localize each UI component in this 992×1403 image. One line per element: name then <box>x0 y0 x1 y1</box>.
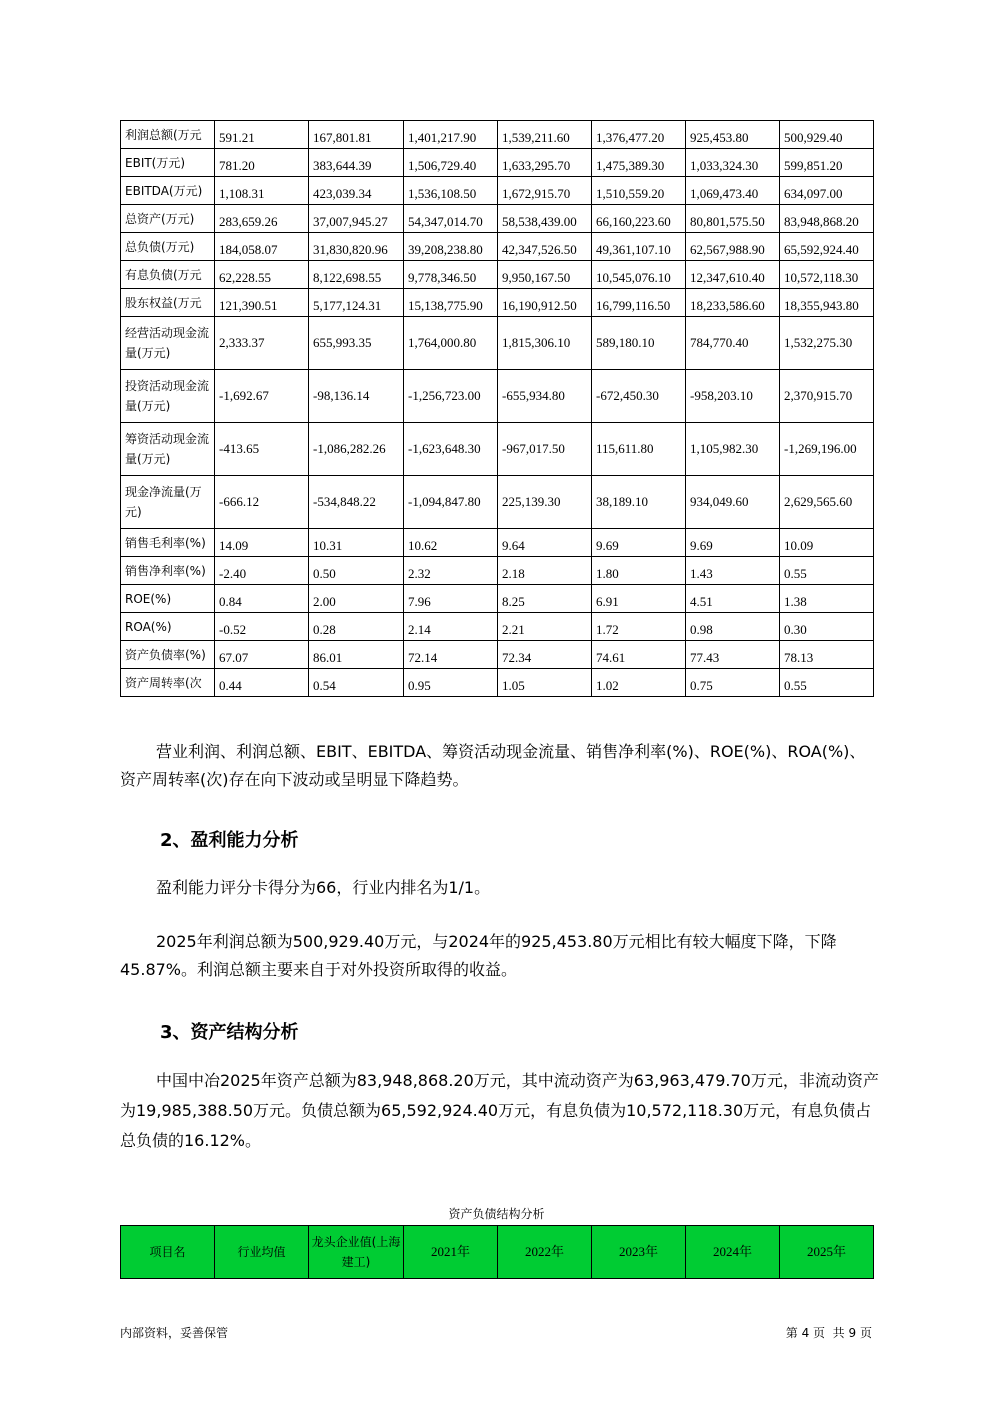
table-cell: -672,450.30 <box>592 370 686 423</box>
table-cell: 62,567,988.90 <box>686 233 780 261</box>
table-row <box>121 261 874 289</box>
table-cell: 0.28 <box>309 613 404 641</box>
table-cell: 781.20 <box>215 149 309 177</box>
table-cell: 0.95 <box>404 669 498 697</box>
table-cell: 423,039.34 <box>309 177 404 205</box>
table-cell: 2,333.37 <box>215 317 309 370</box>
table-cell: 1,401,217.90 <box>404 121 498 149</box>
table-cell: 4.51 <box>686 585 780 613</box>
table-cell: 599,851.20 <box>780 149 874 177</box>
table-row <box>121 121 874 149</box>
table-cell: 500,929.40 <box>780 121 874 149</box>
header-cell-item: 项目名 <box>121 1226 215 1279</box>
table-cell: 1,105,982.30 <box>686 423 780 476</box>
table-row <box>121 149 874 177</box>
table-cell: 1.72 <box>592 613 686 641</box>
row-label: 股东权益(万元 <box>121 289 215 317</box>
header-cell-2023: 2023年 <box>592 1226 686 1279</box>
table-cell: 2.32 <box>404 557 498 585</box>
table-row <box>121 529 874 557</box>
table-cell: 0.54 <box>309 669 404 697</box>
row-label: EBIT(万元) <box>121 149 215 177</box>
header-cell-2025: 2025年 <box>780 1226 874 1279</box>
table-cell: 1,033,324.30 <box>686 149 780 177</box>
page-mid: 页 共 <box>813 1326 845 1340</box>
table-cell: 74.61 <box>592 641 686 669</box>
table-row <box>121 423 874 476</box>
table-cell: 67.07 <box>215 641 309 669</box>
current-page: 4 <box>801 1326 810 1340</box>
table-cell: -2.40 <box>215 557 309 585</box>
table-cell: 12,347,610.40 <box>686 261 780 289</box>
row-label: 有息负债(万元 <box>121 261 215 289</box>
balance-structure-table <box>120 1225 874 1279</box>
table-cell: 37,007,945.27 <box>309 205 404 233</box>
header-cell-2024: 2024年 <box>686 1226 780 1279</box>
table-row <box>121 289 874 317</box>
footer-page-number <box>786 1324 872 1341</box>
table-cell: 383,644.39 <box>309 149 404 177</box>
table-cell: 0.55 <box>780 557 874 585</box>
table-cell: 10.31 <box>309 529 404 557</box>
table-cell: 655,993.35 <box>309 317 404 370</box>
table-cell: 16,799,116.50 <box>592 289 686 317</box>
table-cell: 9.69 <box>592 529 686 557</box>
table-cell: 16,190,912.50 <box>498 289 592 317</box>
table-cell: 78.13 <box>780 641 874 669</box>
table-cell: -1,692.67 <box>215 370 309 423</box>
table-row <box>121 317 874 370</box>
table-cell: 1,532,275.30 <box>780 317 874 370</box>
table-row <box>121 557 874 585</box>
table-cell: 1,376,477.20 <box>592 121 686 149</box>
row-label: 经营活动现金流量(万元) <box>121 317 215 370</box>
table-cell: 10.62 <box>404 529 498 557</box>
table-row <box>121 205 874 233</box>
table-cell: 1.38 <box>780 585 874 613</box>
table-cell: 1,510,559.20 <box>592 177 686 205</box>
table-cell: 9,778,346.50 <box>404 261 498 289</box>
table-row <box>121 669 874 697</box>
heading-profitability: 2、盈利能力分析 <box>160 830 299 851</box>
profit-detail-paragraph: 2025年利润总额为500,929.40万元，与2024年的925,453.80万元相比有较大幅度下降，下降45.87%。利润总额主要来自于对外投资所取得的收益。 <box>120 932 837 979</box>
table-row <box>121 370 874 423</box>
financial-indicator-table <box>120 120 874 697</box>
table-cell: 72.34 <box>498 641 592 669</box>
table-cell: 39,208,238.80 <box>404 233 498 261</box>
trend-paragraph: 营业利润、利润总额、EBIT、EBITDA、筹资活动现金流量、销售净利率(%)、ROE(%)、ROA(%)、资产周转率(次)存在向下波动或呈明显下降趋势。 <box>120 742 866 789</box>
row-label: 销售净利率(%) <box>121 557 215 585</box>
row-label: ROE(%) <box>121 585 215 613</box>
table-cell: 1.43 <box>686 557 780 585</box>
table-cell: -1,623,648.30 <box>404 423 498 476</box>
table-cell: 10.09 <box>780 529 874 557</box>
table-row <box>121 233 874 261</box>
row-label: 资产周转率(次 <box>121 669 215 697</box>
table-cell: 1.02 <box>592 669 686 697</box>
table-row <box>121 585 874 613</box>
table-cell: 283,659.26 <box>215 205 309 233</box>
table-cell: -958,203.10 <box>686 370 780 423</box>
financial-table-body <box>121 121 874 697</box>
table-cell: 0.84 <box>215 585 309 613</box>
table-cell: 121,390.51 <box>215 289 309 317</box>
balance-table-caption: 资产负债结构分析 <box>448 1207 545 1221</box>
table-cell: 49,361,107.10 <box>592 233 686 261</box>
table-cell: 9,950,167.50 <box>498 261 592 289</box>
table-cell: 1.05 <box>498 669 592 697</box>
row-label: 销售毛利率(%) <box>121 529 215 557</box>
table-cell: 1,108.31 <box>215 177 309 205</box>
table-cell: 18,233,586.60 <box>686 289 780 317</box>
table-cell: 10,572,118.30 <box>780 261 874 289</box>
table-cell: 1,506,729.40 <box>404 149 498 177</box>
table-cell: 38,189.10 <box>592 476 686 529</box>
table-cell: 1.80 <box>592 557 686 585</box>
table-cell: 934,049.60 <box>686 476 780 529</box>
table-cell: 62,228.55 <box>215 261 309 289</box>
table-cell: -98,136.14 <box>309 370 404 423</box>
table-cell: 8,122,698.55 <box>309 261 404 289</box>
page-prefix: 第 <box>785 1326 798 1340</box>
row-label: EBITDA(万元) <box>121 177 215 205</box>
row-label: 筹资活动现金流量(万元) <box>121 423 215 476</box>
table-cell: -1,094,847.80 <box>404 476 498 529</box>
table-cell: 115,611.80 <box>592 423 686 476</box>
table-cell: -534,848.22 <box>309 476 404 529</box>
table-cell: 2,370,915.70 <box>780 370 874 423</box>
table-cell: 6.91 <box>592 585 686 613</box>
table-cell: 58,538,439.00 <box>498 205 592 233</box>
table-cell: 77.43 <box>686 641 780 669</box>
table-cell: 1,069,473.40 <box>686 177 780 205</box>
table-cell: -1,269,196.00 <box>780 423 874 476</box>
table-cell: 0.55 <box>780 669 874 697</box>
table-cell: 15,138,775.90 <box>404 289 498 317</box>
table-cell: 54,347,014.70 <box>404 205 498 233</box>
table-cell: -413.65 <box>215 423 309 476</box>
table-row <box>121 177 874 205</box>
table-cell: 2.21 <box>498 613 592 641</box>
header-cell-leader-value: 龙头企业值(上海建工) <box>309 1226 404 1279</box>
table-cell: 1,633,295.70 <box>498 149 592 177</box>
table-cell: 9.64 <box>498 529 592 557</box>
table-cell: 1,536,108.50 <box>404 177 498 205</box>
table-cell: 634,097.00 <box>780 177 874 205</box>
row-label: 利润总额(万元 <box>121 121 215 149</box>
table-cell: 18,355,943.80 <box>780 289 874 317</box>
header-cell-2022: 2022年 <box>498 1226 592 1279</box>
table-cell: 72.14 <box>404 641 498 669</box>
table-cell: -1,086,282.26 <box>309 423 404 476</box>
heading-asset-structure: 3、资产结构分析 <box>160 1022 299 1043</box>
table-cell: 66,160,223.60 <box>592 205 686 233</box>
table-cell: 1,539,211.60 <box>498 121 592 149</box>
table-cell: 83,948,868.20 <box>780 205 874 233</box>
table-cell: 589,180.10 <box>592 317 686 370</box>
table-cell: 225,139.30 <box>498 476 592 529</box>
table-cell: -1,256,723.00 <box>404 370 498 423</box>
table-cell: 7.96 <box>404 585 498 613</box>
table-cell: 167,801.81 <box>309 121 404 149</box>
profit-score-paragraph: 盈利能力评分卡得分为66，行业内排名为1/1。 <box>156 878 491 897</box>
table-cell: 10,545,076.10 <box>592 261 686 289</box>
table-row <box>121 613 874 641</box>
table-cell: 2,629,565.60 <box>780 476 874 529</box>
row-label: 投资活动现金流量(万元) <box>121 370 215 423</box>
table-cell: 9.69 <box>686 529 780 557</box>
table-cell: 2.14 <box>404 613 498 641</box>
total-pages: 9 <box>848 1326 857 1340</box>
table-cell: 5,177,124.31 <box>309 289 404 317</box>
table-cell: 42,347,526.50 <box>498 233 592 261</box>
header-cell-industry-average: 行业均值 <box>215 1226 309 1279</box>
table-cell: 184,058.07 <box>215 233 309 261</box>
row-label: 总资产(万元) <box>121 205 215 233</box>
table-cell: 925,453.80 <box>686 121 780 149</box>
table-cell: 1,764,000.80 <box>404 317 498 370</box>
table-cell: 0.44 <box>215 669 309 697</box>
table-cell: 784,770.40 <box>686 317 780 370</box>
row-label: 总负债(万元) <box>121 233 215 261</box>
footer-confidential-note: 内部资料，妥善保管 <box>120 1326 229 1340</box>
table-cell: 1,475,389.30 <box>592 149 686 177</box>
table-cell: 2.18 <box>498 557 592 585</box>
table-cell: -0.52 <box>215 613 309 641</box>
table-cell: 80,801,575.50 <box>686 205 780 233</box>
row-label: 资产负债率(%) <box>121 641 215 669</box>
table-row <box>121 476 874 529</box>
table-cell: 86.01 <box>309 641 404 669</box>
table-cell: 0.50 <box>309 557 404 585</box>
table-cell: 0.75 <box>686 669 780 697</box>
table-cell: 2.00 <box>309 585 404 613</box>
table-row <box>121 641 874 669</box>
table-cell: 1,815,306.10 <box>498 317 592 370</box>
table-cell: 591.21 <box>215 121 309 149</box>
table-cell: 1,672,915.70 <box>498 177 592 205</box>
table-cell: 14.09 <box>215 529 309 557</box>
table-cell: 8.25 <box>498 585 592 613</box>
asset-detail-paragraph: 中国中冶2025年资产总额为83,948,868.20万元，其中流动资产为63,963,479.70万元，非流动资产为19,985,388.50万元。负债总额为65,592,924.40万元，有息负债为10,572,118.30万元，有息负债占总负债的16.12%。 <box>120 1071 879 1150</box>
table-cell: 0.30 <box>780 613 874 641</box>
header-cell-2021: 2021年 <box>404 1226 498 1279</box>
table-cell: -655,934.80 <box>498 370 592 423</box>
table-cell: -666.12 <box>215 476 309 529</box>
row-label: 现金净流量(万元) <box>121 476 215 529</box>
table-cell: -967,017.50 <box>498 423 592 476</box>
balance-table-header-row <box>121 1226 874 1279</box>
table-cell: 0.98 <box>686 613 780 641</box>
row-label: ROA(%) <box>121 613 215 641</box>
page-suffix: 页 <box>859 1326 872 1340</box>
table-cell: 65,592,924.40 <box>780 233 874 261</box>
table-cell: 31,830,820.96 <box>309 233 404 261</box>
